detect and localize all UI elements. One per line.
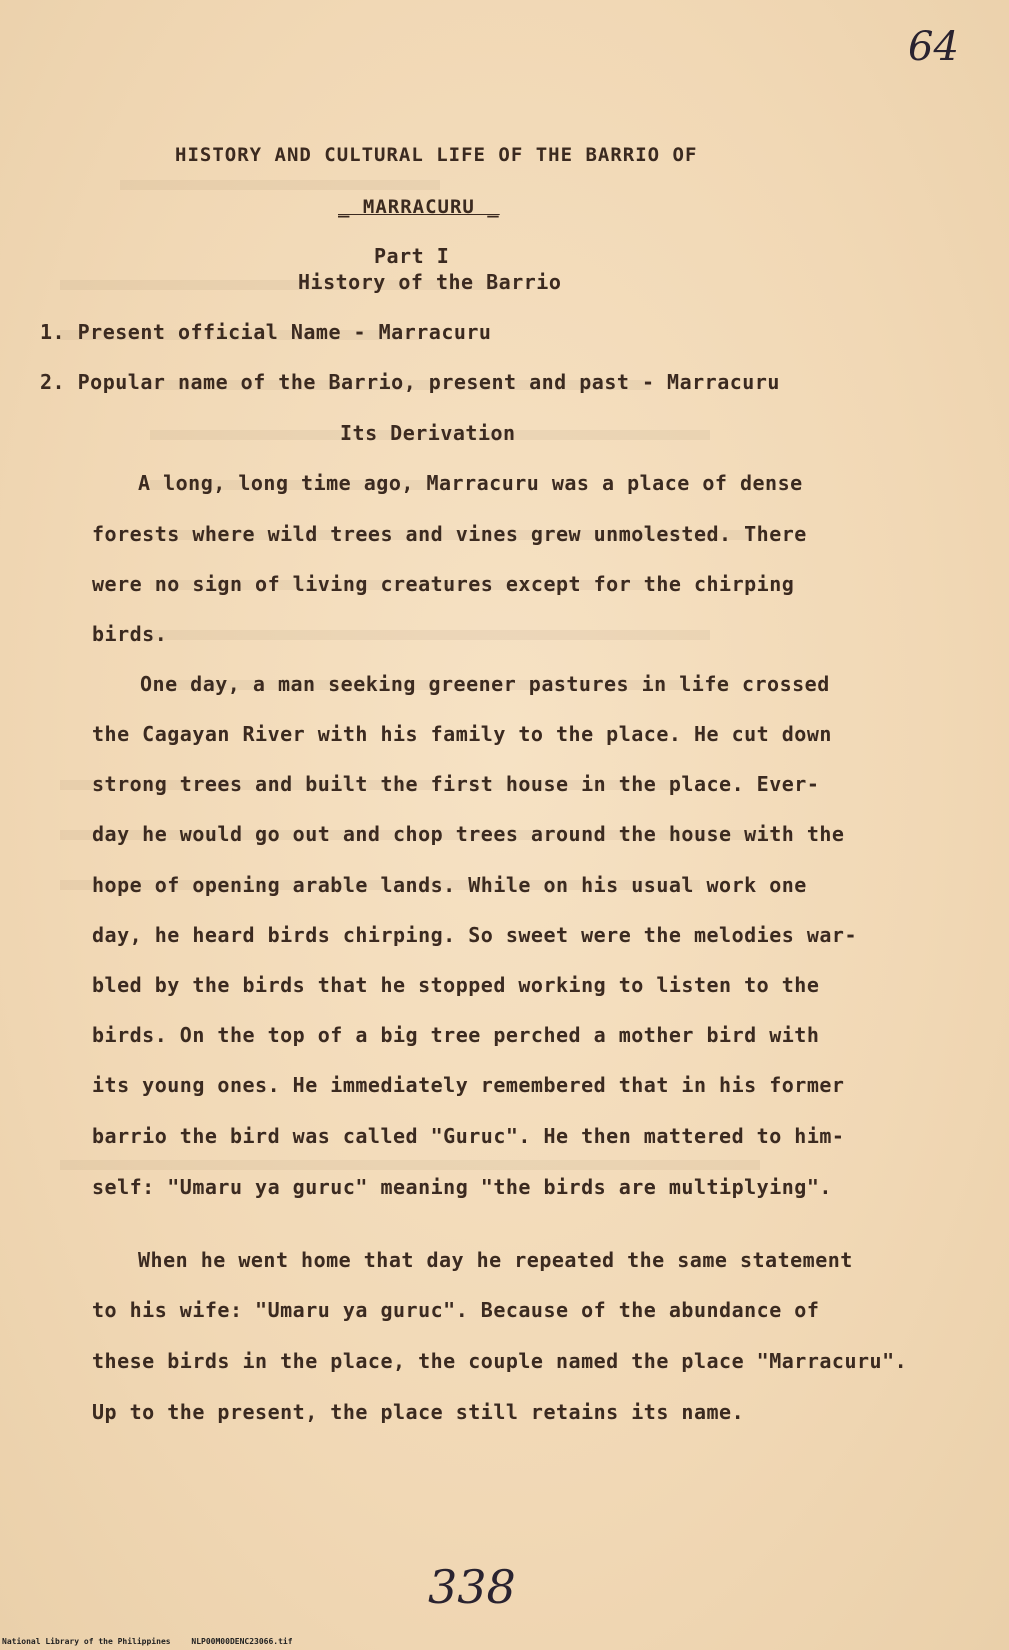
scan-footer	[2, 1637, 293, 1646]
derivation-heading: Its Derivation	[340, 421, 516, 445]
paragraph-line: to his wife: "Umaru ya guruc". Because of the abundance of	[92, 1298, 820, 1322]
paragraph-line: A long, long time ago, Marracuru was a place of dense	[138, 471, 803, 495]
paragraph-line: hope of opening arable lands. While on his usual work one	[92, 873, 807, 897]
item-popular-name: 2. Popular name of the Barrio, present and past - Marracuru	[40, 370, 780, 394]
paragraph-line: strong trees and built the first house in the place. Ever-	[92, 772, 820, 796]
paragraph-line: the Cagayan River with his family to the place. He cut down	[92, 722, 832, 746]
paragraph-line: forests where wild trees and vines grew unmolested. There	[92, 522, 807, 546]
paragraph-line: Up to the present, the place still retains its name.	[92, 1400, 745, 1424]
footer-library: National Library of the Philippines	[2, 1637, 171, 1646]
handwritten-page-number: 64	[908, 24, 959, 70]
document-title: HISTORY AND CULTURAL LIFE OF THE BARRIO OF	[175, 144, 698, 166]
part-heading: Part I	[374, 244, 450, 268]
barrio-name-heading: _ MARRACURU _	[338, 196, 500, 218]
footer-filename: NLP00M00DENC23066.tif	[191, 1637, 293, 1646]
handwritten-bottom-number: 338	[428, 1560, 516, 1614]
item-official-name: 1. Present official Name - Marracuru	[40, 320, 492, 344]
section-subtitle: History of the Barrio	[298, 270, 562, 294]
paragraph-line: birds.	[92, 622, 168, 646]
paragraph-line: these birds in the place, the couple named the place "Marracuru".	[92, 1349, 908, 1373]
paragraph-line: One day, a man seeking greener pastures in life crossed	[140, 672, 830, 696]
paragraph-line: When he went home that day he repeated the same statement	[138, 1248, 853, 1272]
paragraph-line: day, he heard birds chirping. So sweet were the melodies war-	[92, 923, 858, 947]
paragraph-line: self: "Umaru ya guruc" meaning "the birds are multiplying".	[92, 1175, 832, 1199]
paragraph-line: its young ones. He immediately remembered that in his former	[92, 1073, 845, 1097]
paragraph-line: birds. On the top of a big tree perched a mother bird with	[92, 1023, 820, 1047]
paragraph-line: barrio the bird was called "Guruc". He then mattered to him-	[92, 1124, 845, 1148]
paragraph-line: were no sign of living creatures except for the chirping	[92, 572, 795, 596]
paragraph-line: day he would go out and chop trees around the house with the	[92, 822, 845, 846]
paragraph-line: bled by the birds that he stopped working to listen to the	[92, 973, 820, 997]
